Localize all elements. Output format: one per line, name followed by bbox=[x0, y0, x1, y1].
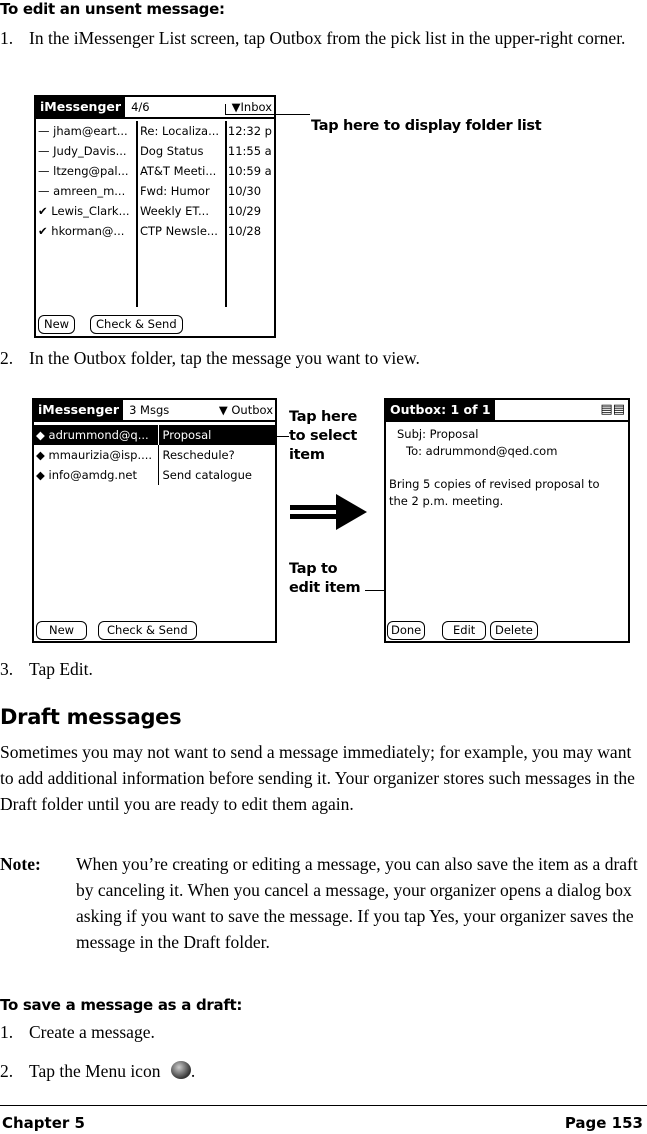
date: 10/30 bbox=[227, 184, 262, 198]
message-body: Bring 5 copies of revised proposal to the 2 p.m. meeting. bbox=[389, 477, 600, 508]
message-list bbox=[34, 425, 275, 485]
step-text: In the Outbox folder, tap the message you want to view. bbox=[29, 348, 420, 368]
view-toggle-icon[interactable]: ▤▤ bbox=[600, 402, 625, 417]
message-list bbox=[36, 121, 274, 241]
to-value: adrummond@qed.com bbox=[425, 444, 558, 458]
dropdown-arrow-icon: ▼ bbox=[231, 100, 241, 114]
date: 10:59 a bbox=[227, 164, 272, 178]
date: 11:55 a bbox=[227, 144, 272, 158]
status-mark-icon: — bbox=[38, 184, 50, 198]
procedure-heading: To edit an unsent message: bbox=[0, 0, 225, 18]
subject: CTP Newsle... bbox=[139, 224, 218, 238]
status-mark-icon: — bbox=[38, 124, 50, 138]
bullet-icon: ◆ bbox=[36, 448, 45, 462]
subject-value: Proposal bbox=[429, 427, 479, 441]
new-button[interactable]: New bbox=[38, 315, 75, 334]
step-number: 2. bbox=[0, 348, 14, 368]
subject: Reschedule? bbox=[162, 448, 235, 462]
dropdown-arrow-icon: ▼ bbox=[218, 403, 232, 417]
callout-folder-list: Tap here to display folder list bbox=[311, 118, 542, 134]
folder-picker[interactable] bbox=[219, 400, 275, 420]
check-send-button[interactable]: Check & Send bbox=[90, 315, 183, 334]
folder-name: Inbox bbox=[240, 100, 272, 114]
delete-button[interactable]: Delete bbox=[490, 621, 538, 640]
step-2 bbox=[0, 345, 640, 371]
edit-button[interactable]: Edit bbox=[442, 621, 486, 640]
save-step-1 bbox=[0, 1019, 640, 1045]
step-number: 3. bbox=[0, 659, 14, 679]
status-mark-icon: ✔ bbox=[38, 204, 48, 218]
date: 10/28 bbox=[227, 224, 262, 238]
step-1 bbox=[0, 25, 640, 51]
footer-chapter: Chapter 5 bbox=[2, 1114, 85, 1132]
draft-paragraph: Sometimes you may not want to send a message immediately; for example, you may want to add additional information before sending it. Your organizer stores such messages in the Draft folder until you are ready to edit them again. bbox=[0, 742, 635, 814]
sender: jham@eart... bbox=[53, 124, 128, 138]
message-row[interactable] bbox=[34, 425, 275, 445]
subject: Send catalogue bbox=[162, 468, 252, 482]
sender: Lewis_Clark... bbox=[51, 204, 130, 218]
sender: amreen_m... bbox=[53, 184, 126, 198]
subject: Weekly ET... bbox=[139, 204, 209, 218]
subject: AT&T Meeti... bbox=[139, 164, 217, 178]
callout-edit-item: Tap to edit item bbox=[289, 561, 361, 596]
message-row[interactable] bbox=[36, 181, 274, 201]
app-title: iMessenger bbox=[36, 97, 125, 117]
bullet-icon: ◆ bbox=[36, 468, 45, 482]
inbox-screenshot bbox=[34, 95, 276, 338]
period: . bbox=[190, 1061, 196, 1081]
callout-select-item: Tap here to select item bbox=[289, 409, 358, 463]
message-view-screenshot bbox=[384, 398, 630, 643]
section-heading: Draft messages bbox=[0, 705, 182, 729]
right-arrow-icon bbox=[290, 492, 368, 532]
bullet-icon: ◆ bbox=[36, 428, 45, 442]
subject-label: Subj: bbox=[397, 427, 426, 441]
footer-rule bbox=[0, 1105, 647, 1106]
step-number: 2. bbox=[0, 1061, 14, 1081]
sender: adrummond@q... bbox=[48, 428, 149, 442]
message-row[interactable] bbox=[36, 201, 274, 221]
save-step-2 bbox=[0, 1058, 640, 1084]
folder-name: Outbox bbox=[231, 403, 273, 417]
procedure-heading: To save a message as a draft: bbox=[0, 996, 243, 1014]
subject: Fwd: Humor bbox=[139, 184, 210, 198]
step-text: Tap the Menu icon bbox=[29, 1061, 161, 1081]
sender: mmaurizia@isp.... bbox=[48, 448, 153, 462]
message-row[interactable] bbox=[36, 221, 274, 241]
outbox-list-screenshot bbox=[32, 398, 277, 643]
subject: Dog Status bbox=[139, 144, 204, 158]
message-row[interactable] bbox=[34, 445, 275, 465]
subject: Proposal bbox=[162, 428, 212, 442]
status-mark-icon: ✔ bbox=[38, 224, 48, 238]
status-mark-icon: — bbox=[38, 164, 50, 178]
status-mark-icon: — bbox=[38, 144, 50, 158]
step-number: 1. bbox=[0, 28, 14, 48]
new-button[interactable]: New bbox=[36, 621, 87, 640]
subject: Re: Localiza... bbox=[139, 124, 220, 138]
note bbox=[0, 851, 647, 955]
step-text: Tap Edit. bbox=[29, 659, 93, 679]
message-row[interactable] bbox=[36, 141, 274, 161]
note-label: Note: bbox=[0, 854, 41, 874]
sender: ltzeng@pal... bbox=[53, 164, 129, 178]
step-text: Create a message. bbox=[29, 1022, 155, 1042]
step-text: In the iMessenger List screen, tap Outbox from the pick list in the upper-right corner. bbox=[29, 28, 626, 48]
message-row[interactable] bbox=[36, 161, 274, 181]
message-row[interactable] bbox=[36, 121, 274, 141]
date: 12:32 p bbox=[227, 124, 272, 138]
app-title: iMessenger bbox=[34, 400, 123, 420]
note-text: When you’re creating or editing a message, you can also save the item as a draft by canceling it. When you cancel a message, your organizer opens a dialog box asking if you want to save the message. If you tap Yes, your organizer saves the message in the Draft folder. bbox=[76, 854, 638, 952]
message-count: 3 Msgs bbox=[129, 403, 170, 417]
step-3 bbox=[0, 656, 640, 682]
sender: Judy_Davis... bbox=[53, 144, 127, 158]
step-number: 1. bbox=[0, 1022, 14, 1042]
date: 10/29 bbox=[227, 204, 262, 218]
menu-icon bbox=[171, 1061, 191, 1079]
sender: info@amdg.net bbox=[48, 468, 137, 482]
footer-page: Page 153 bbox=[564, 1114, 643, 1132]
to-label: To: bbox=[406, 444, 422, 458]
done-button[interactable]: Done bbox=[387, 621, 425, 640]
message-count: 4/6 bbox=[131, 100, 150, 114]
view-title: Outbox: 1 of 1 bbox=[386, 400, 495, 420]
check-send-button[interactable]: Check & Send bbox=[98, 621, 197, 640]
message-row[interactable] bbox=[34, 465, 275, 485]
sender: hkorman@... bbox=[51, 224, 125, 238]
